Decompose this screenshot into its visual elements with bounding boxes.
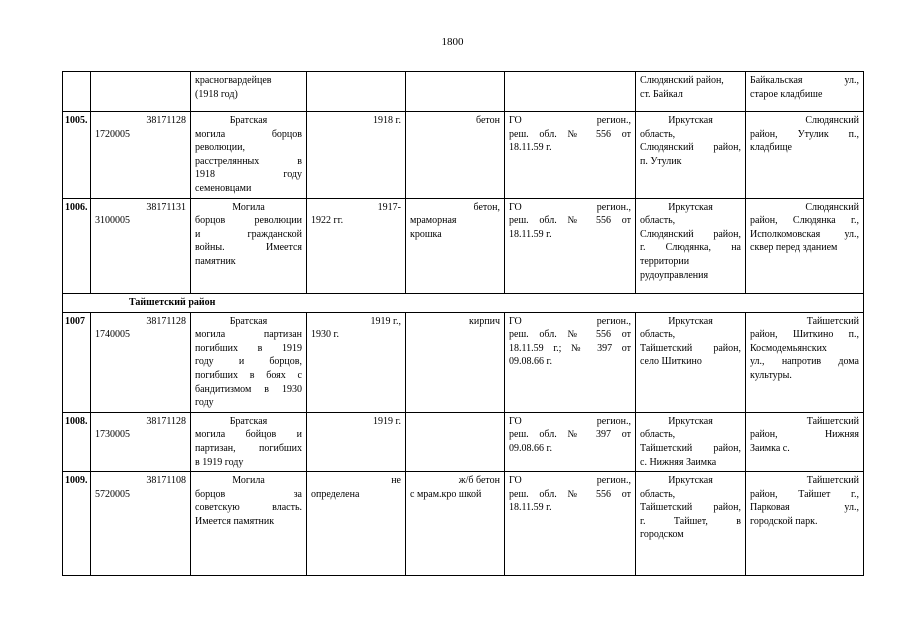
cell-doc: [505, 72, 636, 112]
cell-material: [406, 198, 505, 293]
table-row: [63, 198, 864, 293]
name-line: Братская: [229, 315, 268, 327]
address-line: Парковая ул.,: [750, 502, 859, 514]
cell-date: [307, 312, 406, 412]
cell-date: [307, 112, 406, 199]
location-line: ст. Байкал: [640, 88, 683, 100]
name-line: (1918 год): [195, 88, 238, 100]
location-line: область,: [640, 429, 676, 441]
cell-date: [307, 72, 406, 112]
address-line: район, Слюдянка г.,: [750, 215, 859, 227]
name-line: могила борцов: [195, 128, 302, 140]
code-line: 1730005: [95, 429, 130, 441]
cell-material: [406, 412, 505, 471]
address-line: район, Тайшет г.,: [750, 488, 859, 500]
location-line: Иркутская: [668, 415, 713, 427]
doc-line: 18.11.59 г.: [509, 142, 552, 154]
doc-line: 18.11.59 г.; № 397 от: [509, 342, 631, 354]
table-row: [63, 412, 864, 471]
location-line: Слюдянский район,: [640, 142, 741, 154]
address-line: район, Утулик п.,: [750, 128, 859, 140]
doc-line: ГО регион.,: [509, 115, 631, 126]
cell-name: [191, 312, 307, 412]
doc-line: реш. обл. № 556 от: [509, 215, 631, 227]
location-line: г. Тайшет, в: [640, 515, 741, 527]
material-line: мраморная: [410, 215, 457, 227]
address-line: Слюдянский: [805, 201, 859, 213]
cell-doc: [505, 472, 636, 576]
cell-code: [91, 472, 191, 576]
address-line: Исполкомовская ул.,: [750, 228, 859, 240]
cell-doc: [505, 312, 636, 412]
cell-doc: [505, 412, 636, 471]
name-line: Могила: [232, 475, 265, 487]
cell-code: [91, 312, 191, 412]
material-line: ж/б бетон: [458, 475, 500, 487]
address-line: Байкальская ул.,: [750, 75, 859, 86]
table-row: [63, 72, 864, 112]
doc-line: реш. обл. № 556 от: [509, 128, 631, 140]
doc-line: реш. обл. № 556 от: [509, 329, 631, 341]
material-line: кирпич: [469, 315, 500, 327]
address-line: Тайшетский: [806, 315, 859, 327]
cell-code: [91, 112, 191, 199]
cell-date: [307, 472, 406, 576]
name-line: красногвардейцев: [195, 75, 272, 86]
date-line: 1922 гг.: [311, 215, 344, 227]
name-line: партизан, погибших: [195, 442, 302, 454]
date-line: 1918 г.: [373, 115, 401, 126]
address-line: культуры.: [750, 369, 792, 381]
cell-num: 1005.: [63, 112, 91, 199]
location-line: область,: [640, 128, 676, 140]
cell-code: [91, 72, 191, 112]
date-line: 1917-: [377, 201, 401, 213]
location-line: Иркутская: [668, 475, 713, 487]
cell-location: [636, 198, 746, 293]
name-line: могила партизан: [195, 329, 302, 341]
cell-name: [191, 412, 307, 471]
location-line: рудоуправления: [640, 269, 709, 281]
doc-line: 09.08.66 г.: [509, 442, 552, 454]
cell-num: 1008.: [63, 412, 91, 471]
name-line: Имеется памятник: [195, 515, 275, 527]
name-line: могила бойцов и: [195, 429, 302, 441]
name-line: погибших в 1919: [195, 342, 302, 354]
address-line: старое кладбише: [750, 88, 823, 100]
location-line: Тайшетский район,: [640, 502, 741, 514]
location-line: село Шиткино: [640, 356, 702, 368]
address-line: Тайшетский: [806, 475, 859, 487]
cell-address: [746, 472, 864, 576]
material-line: бетон,: [473, 201, 500, 213]
location-line: территории: [640, 255, 690, 267]
cell-code: [91, 198, 191, 293]
date-line: не: [391, 475, 401, 487]
location-line: область,: [640, 215, 676, 227]
cell-material: [406, 112, 505, 199]
location-line: Тайшетский район,: [640, 342, 741, 354]
table-row: [63, 472, 864, 576]
code-line: 38171128: [146, 415, 186, 427]
code-line: 1740005: [95, 329, 130, 341]
table-row: [63, 112, 864, 199]
doc-line: реш. обл. № 397 от: [509, 429, 631, 441]
cell-material: [406, 72, 505, 112]
date-line: 1930 г.: [311, 329, 339, 341]
cell-date: [307, 412, 406, 471]
cell-location: [636, 112, 746, 199]
code-line: 38171128: [146, 115, 186, 126]
location-line: область,: [640, 488, 676, 500]
cell-date: [307, 198, 406, 293]
location-line: область,: [640, 329, 676, 341]
name-line: борцов за: [195, 488, 302, 500]
doc-line: 18.11.59 г.: [509, 228, 552, 240]
table-row: [63, 312, 864, 412]
address-line: городской парк.: [750, 515, 818, 527]
cell-num: 1006.: [63, 198, 91, 293]
location-line: с. Нижняя Заимка: [640, 456, 717, 468]
cell-name: [191, 472, 307, 576]
name-line: и гражданской: [195, 228, 302, 240]
name-line: семеновцами: [195, 182, 252, 194]
location-line: Слюдянский район,: [640, 75, 724, 86]
location-line: г. Слюдянка, на: [640, 242, 741, 254]
address-line: Слюдянский: [805, 115, 859, 126]
address-line: район, Нижняя: [750, 429, 859, 441]
doc-line: ГО регион.,: [509, 415, 631, 427]
date-line: 1919 г.: [373, 415, 401, 427]
location-line: п. Утулик: [640, 155, 682, 167]
monuments-table: [62, 71, 864, 576]
cell-num: 1007: [63, 312, 91, 412]
name-line: погибших в боях с: [195, 369, 302, 381]
cell-location: [636, 312, 746, 412]
cell-address: [746, 198, 864, 293]
material-line: крошка: [410, 228, 442, 240]
cell-code: [91, 412, 191, 471]
location-line: Слюдянский район,: [640, 228, 741, 240]
cell-num: [63, 72, 91, 112]
name-line: войны. Имеется: [195, 242, 302, 254]
name-line: памятник: [195, 255, 236, 267]
address-line: ул., напротив дома: [750, 356, 859, 368]
code-line: 5720005: [95, 488, 130, 500]
doc-line: ГО регион.,: [509, 475, 631, 487]
cell-address: [746, 412, 864, 471]
address-line: Космодемьянских: [750, 342, 827, 354]
name-line: 1918 году: [195, 169, 302, 181]
name-line: борцов революции: [195, 215, 302, 227]
code-line: 38171128: [146, 315, 186, 327]
name-line: Братская: [229, 415, 268, 427]
material-line: бетон: [476, 115, 500, 126]
cell-location: [636, 412, 746, 471]
address-line: кладбище: [750, 142, 792, 154]
name-line: году и борцов,: [195, 356, 302, 368]
doc-line: 18.11.59 г.: [509, 502, 552, 514]
address-line: сквер перед зданием: [750, 242, 838, 254]
location-line: Иркутская: [668, 315, 713, 327]
code-line: 38171131: [146, 201, 186, 213]
code-line: 3100005: [95, 215, 130, 227]
doc-line: реш. обл. № 556 от: [509, 488, 631, 500]
date-line: определена: [311, 488, 360, 500]
doc-line: 09.08.66 г.: [509, 356, 552, 368]
name-line: бандитизмом в 1930: [195, 383, 302, 395]
cell-material: [406, 472, 505, 576]
cell-material: [406, 312, 505, 412]
name-line: в 1919 году: [195, 456, 244, 468]
address-line: район, Шиткино п.,: [750, 329, 859, 341]
name-line: советскую власть.: [195, 502, 302, 514]
location-line: Иркутская: [668, 115, 713, 126]
name-line: Могила: [232, 201, 265, 213]
doc-line: ГО регион.,: [509, 315, 631, 327]
cell-address: [746, 112, 864, 199]
name-line: революции,: [195, 142, 245, 154]
name-line: Братская: [229, 115, 268, 126]
doc-line: ГО регион.,: [509, 201, 631, 213]
location-line: Иркутская: [668, 201, 713, 213]
cell-address: [746, 72, 864, 112]
cell-location: [636, 72, 746, 112]
page-number: 1800: [441, 36, 464, 48]
cell-name: [191, 72, 307, 112]
date-line: 1919 г.,: [370, 315, 401, 327]
code-line: 1720005: [95, 128, 130, 140]
cell-doc: [505, 112, 636, 199]
cell-doc: [505, 198, 636, 293]
material-line: с мрам.кро шкой: [410, 488, 482, 500]
code-line: 38171108: [146, 475, 186, 487]
address-line: Заимка с.: [750, 442, 790, 454]
cell-num: 1009.: [63, 472, 91, 576]
name-line: году: [195, 397, 214, 409]
section-row: [63, 293, 864, 312]
cell-address: [746, 312, 864, 412]
name-line: расстрелянных в: [195, 155, 302, 167]
section-title: Тайшетский район: [63, 293, 864, 312]
address-line: Тайшетский: [806, 415, 859, 427]
cell-name: [191, 198, 307, 293]
cell-location: [636, 472, 746, 576]
location-line: городском: [640, 529, 684, 541]
location-line: Тайшетский район,: [640, 442, 741, 454]
cell-name: [191, 112, 307, 199]
